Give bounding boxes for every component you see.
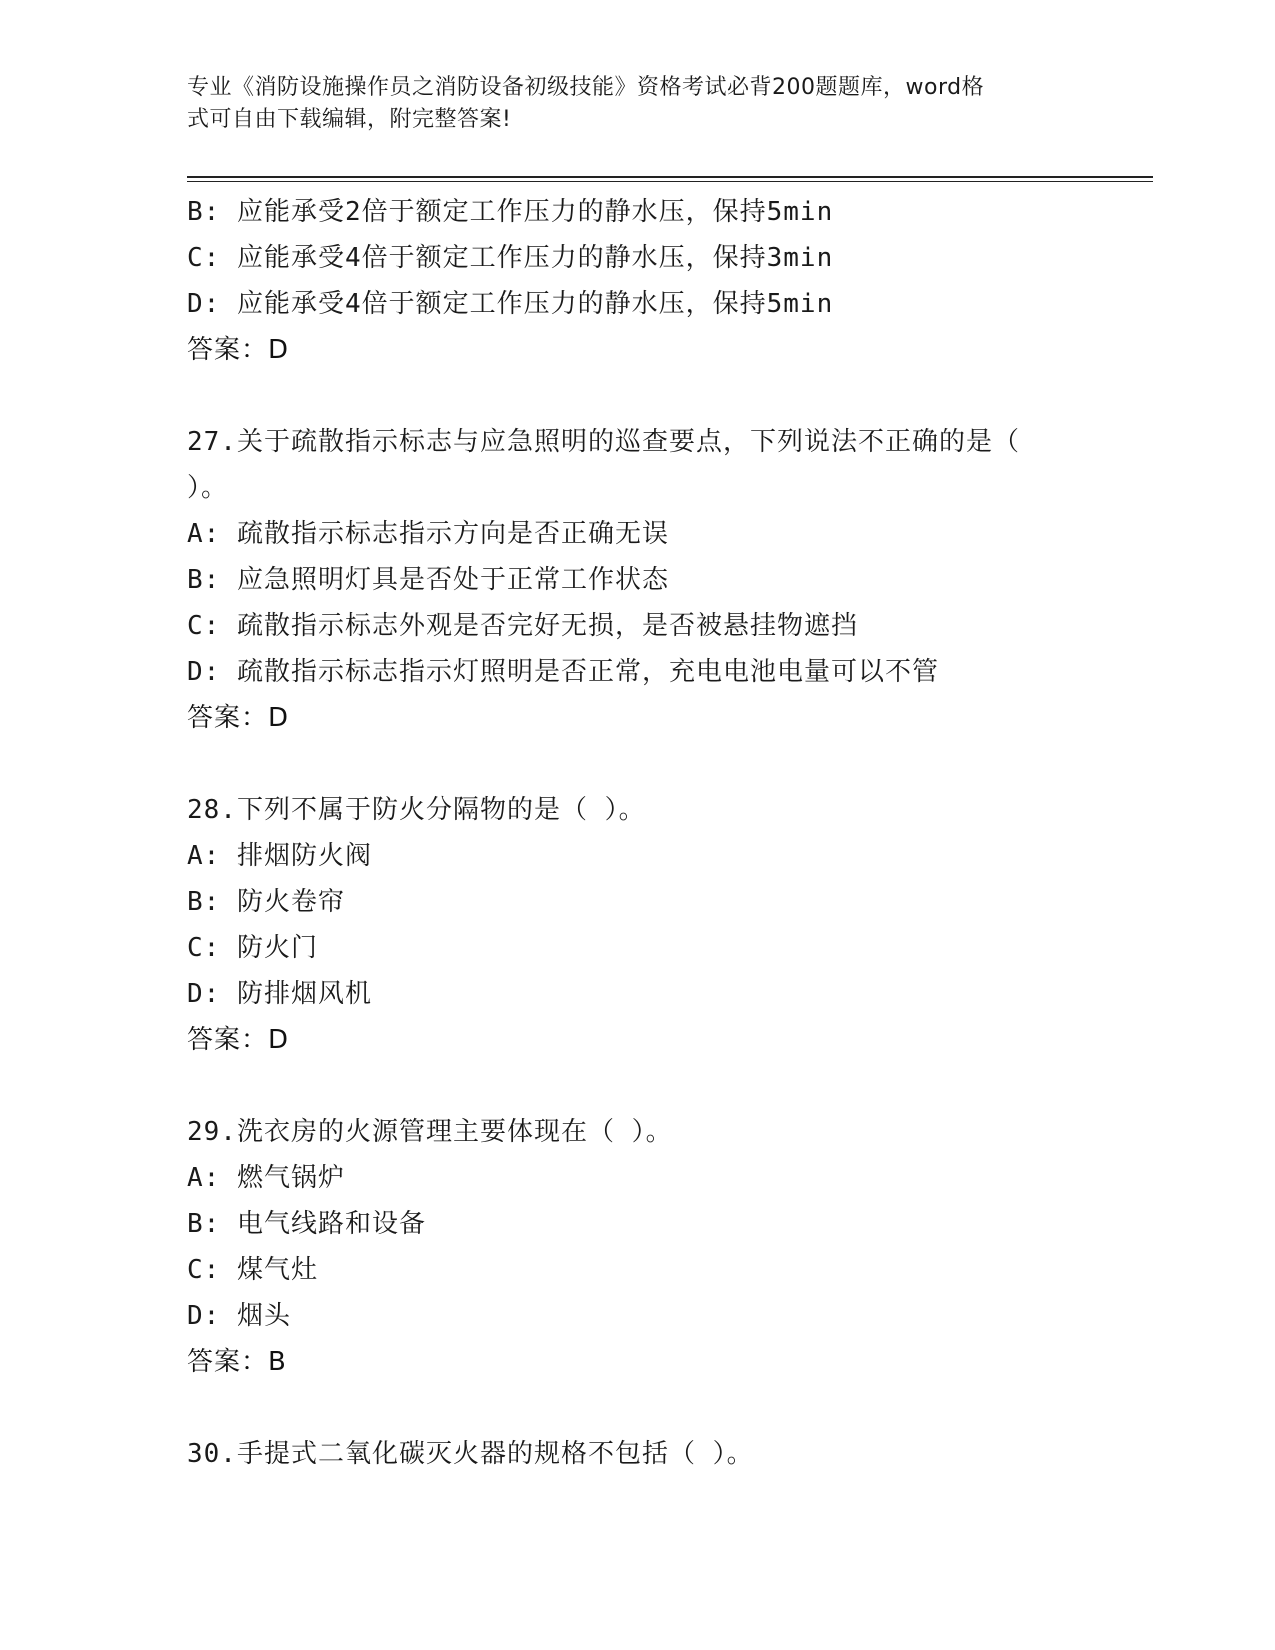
q26-answer: 答案：D (187, 335, 290, 365)
q27-option-b: B: 应急照明灯具是否处于正常工作状态 (187, 565, 669, 595)
question-list (187, 189, 1087, 1477)
q28-option-d: D: 防排烟风机 (187, 979, 372, 1009)
q29-option-a: A: 燃气锅炉 (187, 1163, 345, 1193)
q27-stem-line-2: ）。 (187, 473, 229, 503)
question-26 (187, 189, 1087, 373)
q28-option-b: B: 防火卷帘 (187, 887, 345, 917)
spacer (187, 1063, 1087, 1109)
q29-option-b: B: 电气线路和设备 (187, 1209, 426, 1239)
q27-option-a: A: 疏散指示标志指示方向是否正确无误 (187, 519, 669, 549)
spacer (187, 741, 1087, 787)
question-27 (187, 419, 1087, 741)
q28-option-a: A: 排烟防火阀 (187, 841, 372, 871)
q28-option-c: C: 防火门 (187, 933, 318, 963)
q28-stem: 28.下列不属于防火分隔物的是（ ）。 (187, 795, 646, 825)
q29-stem: 29.洗衣房的火源管理主要体现在（ ）。 (187, 1117, 673, 1147)
header-rule-thick (187, 176, 1153, 178)
spacer (187, 373, 1087, 419)
spacer (187, 1385, 1087, 1431)
header-line-2: 式可自由下载编辑，附完整答案! (187, 107, 512, 132)
header-line-1: 专业《消防设施操作员之消防设备初级技能》资格考试必背200题题库，word格 (187, 75, 985, 100)
q29-answer: 答案：B (187, 1347, 287, 1377)
question-30 (187, 1431, 1087, 1477)
header-rule-thin (187, 181, 1153, 182)
q27-stem-line-1: 27.关于疏散指示标志与应急照明的巡查要点，下列说法不正确的是（ (187, 427, 1020, 457)
q28-answer: 答案：D (187, 1025, 290, 1055)
question-28 (187, 787, 1087, 1063)
q26-option-b: B: 应能承受2倍于额定工作压力的静水压，保持5min (187, 197, 834, 227)
q29-option-d: D: 烟头 (187, 1301, 291, 1331)
question-29 (187, 1109, 1087, 1385)
q30-stem: 30.手提式二氧化碳灭火器的规格不包括（ ）。 (187, 1439, 754, 1469)
q27-option-c: C: 疏散指示标志外观是否完好无损，是否被悬挂物遮挡 (187, 611, 858, 641)
page-header (187, 72, 1087, 136)
q26-option-c: C: 应能承受4倍于额定工作压力的静水压，保持3min (187, 243, 834, 273)
q26-option-d: D: 应能承受4倍于额定工作压力的静水压，保持5min (187, 289, 834, 319)
q27-answer: 答案：D (187, 703, 290, 733)
q29-option-c: C: 煤气灶 (187, 1255, 318, 1285)
q27-option-d: D: 疏散指示标志指示灯照明是否正常，充电电池电量可以不管 (187, 657, 939, 687)
